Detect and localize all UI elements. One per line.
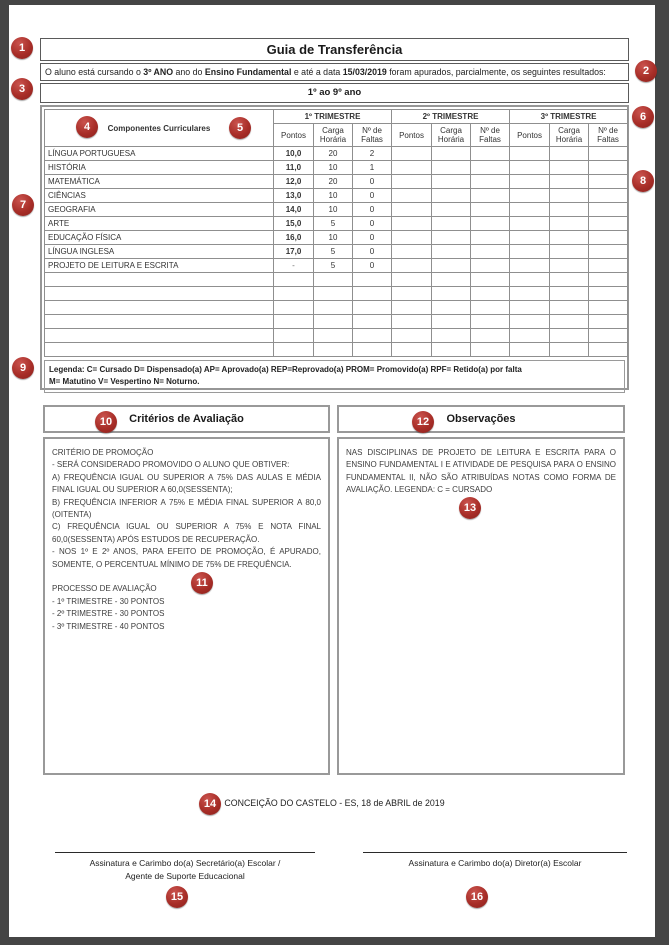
grade-cell-pontos-t1: - bbox=[274, 259, 314, 273]
column-header-trimester-3: 3º TRIMESTRE bbox=[510, 110, 628, 124]
grade-cell-faltas-t2 bbox=[471, 231, 510, 245]
grade-cell-carga-horaria-t1: 10 bbox=[314, 189, 353, 203]
grade-cell-faltas-t1: 0 bbox=[353, 203, 392, 217]
column-header-trimester-1: 1º TRIMESTRE bbox=[274, 110, 392, 124]
grade-cell-pontos-t3 bbox=[510, 343, 550, 357]
info-mid2: e até a data bbox=[291, 67, 343, 77]
grades-row bbox=[45, 217, 628, 231]
grade-cell-pontos-t2 bbox=[392, 259, 432, 273]
grade-cell-carga-horaria-t1 bbox=[314, 301, 353, 315]
grade-cell-faltas-t2 bbox=[471, 343, 510, 357]
grade-cell-faltas-t1 bbox=[353, 343, 392, 357]
grade-cell-faltas-t1: 2 bbox=[353, 147, 392, 161]
grade-cell-pontos-t1 bbox=[274, 301, 314, 315]
annotation-badge-14: 14 bbox=[199, 793, 221, 815]
subject-cell: GEOGRAFIA bbox=[45, 203, 274, 217]
subject-cell: CIÊNCIAS bbox=[45, 189, 274, 203]
annotation-badge-3: 3 bbox=[11, 78, 33, 100]
grades-row-empty bbox=[45, 329, 628, 343]
column-header-pontos-t3: Pontos bbox=[510, 124, 550, 147]
grade-cell-pontos-t2 bbox=[392, 231, 432, 245]
grades-row-empty bbox=[45, 343, 628, 357]
criteria-paragraph: PROCESSO DE AVALIAÇÃO bbox=[52, 584, 157, 594]
grade-cell-carga-horaria-t2 bbox=[432, 315, 471, 329]
grade-cell-carga-horaria-t1: 5 bbox=[314, 217, 353, 231]
grade-cell-faltas-t2 bbox=[471, 175, 510, 189]
grade-cell-pontos-t1 bbox=[274, 273, 314, 287]
grade-cell-carga-horaria-t3 bbox=[550, 273, 589, 287]
grades-row-empty bbox=[45, 315, 628, 329]
grade-cell-faltas-t1 bbox=[353, 273, 392, 287]
annotation-badge-9: 9 bbox=[12, 357, 34, 379]
grade-cell-faltas-t3 bbox=[589, 147, 628, 161]
grade-cell-faltas-t2 bbox=[471, 315, 510, 329]
grade-cell-faltas-t3 bbox=[589, 189, 628, 203]
grade-cell-pontos-t2 bbox=[392, 245, 432, 259]
grade-cell-pontos-t2 bbox=[392, 161, 432, 175]
grade-cell-carga-horaria-t2 bbox=[432, 301, 471, 315]
grade-cell-faltas-t3 bbox=[589, 231, 628, 245]
info-suffix: foram apurados, parcialmente, os seguintes resultados: bbox=[386, 67, 606, 77]
grades-row bbox=[45, 203, 628, 217]
grade-cell-faltas-t2 bbox=[471, 287, 510, 301]
column-header-pontos-t1: Pontos bbox=[274, 124, 314, 147]
annotation-badge-10: 10 bbox=[95, 411, 117, 433]
grade-cell-pontos-t2 bbox=[392, 217, 432, 231]
grade-cell-carga-horaria-t3 bbox=[550, 315, 589, 329]
annotation-badge-2: 2 bbox=[635, 60, 657, 82]
grade-cell-faltas-t3 bbox=[589, 273, 628, 287]
grades-row bbox=[45, 231, 628, 245]
subject-cell bbox=[45, 273, 274, 287]
subject-cell: PROJETO DE LEITURA E ESCRITA bbox=[45, 259, 274, 273]
grade-cell-faltas-t2 bbox=[471, 273, 510, 287]
grade-cell-pontos-t1 bbox=[274, 287, 314, 301]
grades-row-empty bbox=[45, 287, 628, 301]
grades-row bbox=[45, 175, 628, 189]
grade-cell-carga-horaria-t2 bbox=[432, 147, 471, 161]
grade-cell-pontos-t1: 11,0 bbox=[274, 161, 314, 175]
grade-cell-carga-horaria-t2 bbox=[432, 343, 471, 357]
grade-cell-carga-horaria-t1 bbox=[314, 273, 353, 287]
annotation-badge-16: 16 bbox=[466, 886, 488, 908]
grade-cell-pontos-t3 bbox=[510, 315, 550, 329]
criteria-paragraph: - NOS 1º E 2º ANOS, PARA EFEITO DE PROMOÇÃO, É APURADO, SOMENTE, O PERCENTUAL MÍNIMO DE 75% DE FREQUÊNCIA. bbox=[52, 547, 321, 569]
grade-cell-carga-horaria-t1: 20 bbox=[314, 147, 353, 161]
subject-cell: EDUCAÇÃO FÍSICA bbox=[45, 231, 274, 245]
grade-cell-carga-horaria-t3 bbox=[550, 287, 589, 301]
grade-cell-pontos-t3 bbox=[510, 287, 550, 301]
grade-cell-pontos-t3 bbox=[510, 203, 550, 217]
grade-cell-pontos-t1 bbox=[274, 315, 314, 329]
signature-line-secretary bbox=[55, 852, 315, 853]
grade-cell-carga-horaria-t2 bbox=[432, 231, 471, 245]
annotation-badge-13: 13 bbox=[459, 497, 481, 519]
grade-cell-pontos-t3 bbox=[510, 301, 550, 315]
grade-cell-faltas-t2 bbox=[471, 189, 510, 203]
grade-cell-faltas-t1: 0 bbox=[353, 217, 392, 231]
criteria-paragraph bbox=[52, 571, 321, 583]
annotation-badge-5: 5 bbox=[229, 117, 251, 139]
observations-section-body bbox=[337, 437, 625, 775]
grade-cell-carga-horaria-t2 bbox=[432, 175, 471, 189]
subject-cell bbox=[45, 329, 274, 343]
subject-cell: HISTÓRIA bbox=[45, 161, 274, 175]
grade-cell-pontos-t2 bbox=[392, 203, 432, 217]
subject-cell bbox=[45, 315, 274, 329]
grade-cell-pontos-t3 bbox=[510, 259, 550, 273]
annotation-badge-7: 7 bbox=[12, 194, 34, 216]
grade-cell-pontos-t2 bbox=[392, 343, 432, 357]
student-info-line bbox=[40, 63, 629, 81]
column-header-faltas-t1: Nº de Faltas bbox=[353, 124, 392, 147]
grade-cell-pontos-t3 bbox=[510, 161, 550, 175]
annotation-badge-6: 6 bbox=[632, 106, 654, 128]
grade-cell-carga-horaria-t3 bbox=[550, 161, 589, 175]
grade-cell-carga-horaria-t3 bbox=[550, 189, 589, 203]
grade-cell-faltas-t1: 0 bbox=[353, 245, 392, 259]
info-prefix: O aluno está cursando o bbox=[45, 67, 144, 77]
grade-cell-faltas-t3 bbox=[589, 217, 628, 231]
grade-cell-faltas-t2 bbox=[471, 301, 510, 315]
grade-cell-faltas-t2 bbox=[471, 329, 510, 343]
grade-cell-faltas-t1: 0 bbox=[353, 175, 392, 189]
grade-cell-faltas-t3 bbox=[589, 259, 628, 273]
grade-cell-carga-horaria-t1: 20 bbox=[314, 175, 353, 189]
grade-cell-faltas-t2 bbox=[471, 245, 510, 259]
subject-cell: LÍNGUA PORTUGUESA bbox=[45, 147, 274, 161]
grade-cell-carga-horaria-t3 bbox=[550, 203, 589, 217]
grade-cell-pontos-t3 bbox=[510, 329, 550, 343]
subject-cell: ARTE bbox=[45, 217, 274, 231]
grade-cell-carga-horaria-t1: 5 bbox=[314, 245, 353, 259]
grades-row bbox=[45, 147, 628, 161]
grade-cell-carga-horaria-t1 bbox=[314, 343, 353, 357]
subject-cell: MATEMÁTICA bbox=[45, 175, 274, 189]
subject-cell bbox=[45, 343, 274, 357]
criteria-paragraph: - 3º TRIMESTRE - 40 PONTOS bbox=[52, 621, 165, 631]
grade-cell-pontos-t3 bbox=[510, 245, 550, 259]
grade-cell-faltas-t1 bbox=[353, 287, 392, 301]
grades-row-empty bbox=[45, 273, 628, 287]
grade-cell-carga-horaria-t2 bbox=[432, 273, 471, 287]
grade-cell-carga-horaria-t3 bbox=[550, 301, 589, 315]
grade-cell-carga-horaria-t3 bbox=[550, 231, 589, 245]
grade-cell-pontos-t2 bbox=[392, 287, 432, 301]
info-date: 15/03/2019 bbox=[342, 67, 387, 77]
grade-cell-pontos-t2 bbox=[392, 301, 432, 315]
column-header-carga-horaria-t1: Carga Horária bbox=[314, 124, 353, 147]
grade-cell-pontos-t3 bbox=[510, 217, 550, 231]
grade-cell-pontos-t2 bbox=[392, 189, 432, 203]
grade-cell-carga-horaria-t3 bbox=[550, 343, 589, 357]
subject-cell bbox=[45, 287, 274, 301]
grade-cell-pontos-t2 bbox=[392, 147, 432, 161]
legend-line-2: M= Matutino V= Vespertino N= Noturno. bbox=[49, 377, 200, 386]
grade-cell-faltas-t2 bbox=[471, 161, 510, 175]
signature-label-secretary-line1: Assinatura e Carimbo do(a) Secretário(a) Escolar / bbox=[89, 858, 281, 868]
grade-cell-pontos-t1: 12,0 bbox=[274, 175, 314, 189]
grade-cell-faltas-t2 bbox=[471, 217, 510, 231]
grade-cell-carga-horaria-t3 bbox=[550, 329, 589, 343]
grade-cell-pontos-t1 bbox=[274, 343, 314, 357]
grade-cell-pontos-t2 bbox=[392, 273, 432, 287]
grades-row bbox=[45, 259, 628, 273]
grade-cell-carga-horaria-t3 bbox=[550, 245, 589, 259]
grade-cell-faltas-t3 bbox=[589, 203, 628, 217]
grade-cell-carga-horaria-t3 bbox=[550, 217, 589, 231]
grade-cell-pontos-t1: 14,0 bbox=[274, 203, 314, 217]
criteria-paragraph: C) FREQUÊNCIA IGUAL OU SUPERIOR A 75% E NOTA FINAL 60,0(SESSENTA) APÓS ESTUDOS DE RECUPERAÇÃO. bbox=[52, 522, 321, 544]
grades-table-container bbox=[40, 105, 629, 390]
grade-cell-faltas-t3 bbox=[589, 329, 628, 343]
grades-row bbox=[45, 189, 628, 203]
grade-cell-carga-horaria-t2 bbox=[432, 203, 471, 217]
criteria-paragraph: - 1º TRIMESTRE - 30 PONTOS bbox=[52, 596, 165, 606]
grade-cell-faltas-t2 bbox=[471, 203, 510, 217]
grade-cell-carga-horaria-t2 bbox=[432, 329, 471, 343]
grades-legend bbox=[44, 360, 625, 393]
grade-cell-faltas-t3 bbox=[589, 245, 628, 259]
column-header-faltas-t2: Nº de Faltas bbox=[471, 124, 510, 147]
grade-cell-pontos-t1: 13,0 bbox=[274, 189, 314, 203]
column-header-faltas-t3: Nº de Faltas bbox=[589, 124, 628, 147]
subject-cell bbox=[45, 301, 274, 315]
grade-cell-pontos-t1: 17,0 bbox=[274, 245, 314, 259]
column-header-components: Componentes Curriculares bbox=[45, 110, 274, 147]
grade-cell-carga-horaria-t3 bbox=[550, 259, 589, 273]
grade-cell-pontos-t1: 16,0 bbox=[274, 231, 314, 245]
annotation-badge-8: 8 bbox=[632, 170, 654, 192]
grade-cell-faltas-t2 bbox=[471, 259, 510, 273]
criteria-paragraph: - SERÁ CONSIDERADO PROMOVIDO O ALUNO QUE OBTIVER: bbox=[52, 460, 290, 470]
city-date-line: CONCEIÇÃO DO CASTELO - ES, 18 de ABRIL de 2019 bbox=[224, 798, 445, 808]
signature-label-secretary-line2: Agente de Suporte Educacional bbox=[125, 871, 245, 881]
grade-cell-faltas-t1: 1 bbox=[353, 161, 392, 175]
criteria-section-title: Critérios de Avaliação bbox=[43, 405, 330, 433]
grade-cell-carga-horaria-t1: 10 bbox=[314, 203, 353, 217]
grades-row-empty bbox=[45, 301, 628, 315]
column-header-carga-horaria-t2: Carga Horária bbox=[432, 124, 471, 147]
grade-cell-faltas-t3 bbox=[589, 287, 628, 301]
grade-cell-carga-horaria-t2 bbox=[432, 245, 471, 259]
grades-row bbox=[45, 245, 628, 259]
column-header-pontos-t2: Pontos bbox=[392, 124, 432, 147]
signature-label-secretary bbox=[55, 857, 315, 883]
annotation-badge-12: 12 bbox=[412, 411, 434, 433]
annotation-badge-11: 11 bbox=[191, 572, 213, 594]
grade-cell-carga-horaria-t2 bbox=[432, 189, 471, 203]
annotation-badge-4: 4 bbox=[76, 116, 98, 138]
grade-cell-pontos-t1: 10,0 bbox=[274, 147, 314, 161]
grades-row bbox=[45, 161, 628, 175]
grade-cell-pontos-t2 bbox=[392, 329, 432, 343]
grade-cell-carga-horaria-t2 bbox=[432, 217, 471, 231]
grade-cell-pontos-t3 bbox=[510, 273, 550, 287]
grade-cell-carga-horaria-t1: 10 bbox=[314, 161, 353, 175]
criteria-paragraph: B) FREQUÊNCIA INFERIOR A 75% E MÉDIA FINAL SUPERIOR A 80,0 (OITENTA) bbox=[52, 497, 321, 520]
grade-cell-carga-horaria-t1: 5 bbox=[314, 259, 353, 273]
grade-cell-faltas-t3 bbox=[589, 315, 628, 329]
grade-cell-carga-horaria-t1 bbox=[314, 329, 353, 343]
legend-line-1: Legenda: C= Cursado D= Dispensado(a) AP= Aprovado(a) REP=Reprovado(a) PROM= Promovido(a) RPF= Retido(a) por falta bbox=[49, 365, 522, 374]
grade-cell-carga-horaria-t1 bbox=[314, 315, 353, 329]
grade-cell-pontos-t3 bbox=[510, 189, 550, 203]
grade-cell-carga-horaria-t1 bbox=[314, 287, 353, 301]
grade-cell-carga-horaria-t1: 10 bbox=[314, 231, 353, 245]
grade-cell-pontos-t2 bbox=[392, 315, 432, 329]
info-mid1: ano do bbox=[173, 67, 205, 77]
criteria-paragraph: - 2º TRIMESTRE - 30 PONTOS bbox=[52, 609, 165, 619]
document-title: Guia de Transferência bbox=[40, 38, 629, 61]
column-header-carga-horaria-t3: Carga Horária bbox=[550, 124, 589, 147]
grade-cell-carga-horaria-t3 bbox=[550, 147, 589, 161]
criteria-section-body bbox=[43, 437, 330, 775]
grades-table bbox=[44, 109, 628, 357]
criteria-paragraph: CRITÉRIO DE PROMOÇÃO bbox=[52, 448, 154, 457]
grade-cell-pontos-t3 bbox=[510, 175, 550, 189]
grade-cell-pontos-t3 bbox=[510, 147, 550, 161]
grade-cell-faltas-t1 bbox=[353, 329, 392, 343]
signature-label-director: Assinatura e Carimbo do(a) Diretor(a) Escolar bbox=[408, 858, 582, 868]
grade-cell-faltas-t3 bbox=[589, 161, 628, 175]
grade-cell-pontos-t1: 15,0 bbox=[274, 217, 314, 231]
grade-cell-faltas-t2 bbox=[471, 147, 510, 161]
grade-cell-carga-horaria-t3 bbox=[550, 175, 589, 189]
grade-cell-faltas-t1 bbox=[353, 301, 392, 315]
grade-cell-faltas-t1: 0 bbox=[353, 259, 392, 273]
column-header-trimester-2: 2º TRIMESTRE bbox=[392, 110, 510, 124]
year-range-label: 1º ao 9º ano bbox=[40, 83, 629, 103]
grade-cell-faltas-t1: 0 bbox=[353, 231, 392, 245]
grade-cell-carga-horaria-t2 bbox=[432, 161, 471, 175]
observations-section-title: Observações bbox=[337, 405, 625, 433]
subject-cell: LÍNGUA INGLESA bbox=[45, 245, 274, 259]
grade-cell-faltas-t1: 0 bbox=[353, 189, 392, 203]
grade-cell-pontos-t3 bbox=[510, 231, 550, 245]
annotation-badge-1: 1 bbox=[11, 37, 33, 59]
grade-cell-faltas-t3 bbox=[589, 301, 628, 315]
grade-cell-faltas-t3 bbox=[589, 343, 628, 357]
grade-cell-faltas-t1 bbox=[353, 315, 392, 329]
signature-line-director bbox=[363, 852, 627, 853]
grade-cell-carga-horaria-t2 bbox=[432, 287, 471, 301]
grade-cell-carga-horaria-t2 bbox=[432, 259, 471, 273]
info-grade: 3º ANO bbox=[143, 67, 174, 77]
observations-text: NAS DISCIPLINAS DE PROJETO DE LEITURA E ESCRITA PARA O ENSINO FUNDAMENTAL I E ATIVIDADE DE PESQUISA PARA O ENSINO FUNDAMENTAL II, NÃO SÃO ATRIBUÍDAS NOTAS COMO FORMA DE AVALIAÇÃO. LEGENDA: C = CURSADO bbox=[346, 448, 616, 495]
criteria-paragraph: A) FREQUÊNCIA IGUAL OU SUPERIOR A 75% DAS AULAS E MÉDIA FINAL IGUAL OU SUPERIOR A 60,0(SESSENTA); bbox=[52, 472, 321, 495]
grade-cell-faltas-t3 bbox=[589, 175, 628, 189]
grade-cell-pontos-t2 bbox=[392, 175, 432, 189]
info-level: Ensino Fundamental bbox=[204, 67, 292, 77]
grade-cell-pontos-t1 bbox=[274, 329, 314, 343]
annotation-badge-15: 15 bbox=[166, 886, 188, 908]
